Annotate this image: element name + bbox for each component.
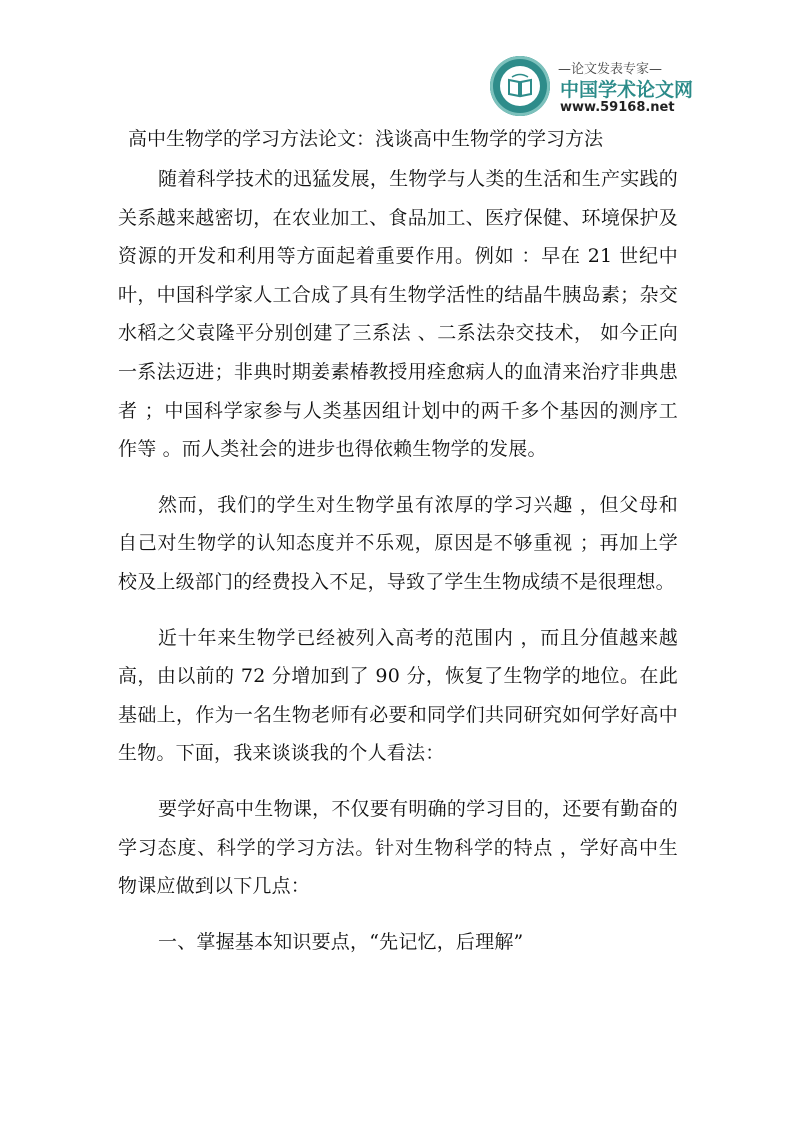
document-title: 高中生物学的学习方法论文：浅谈高中生物学的学习方法 xyxy=(128,128,604,150)
paragraph: 要学好高中生物课，不仅要有明确的学习目的，还要有勤奋的学习态度、科学的学习方法。针对生物科学的特点 ，学好高中生物课应做到以下几点： xyxy=(118,797,678,898)
book-icon xyxy=(490,56,550,116)
logo-seal xyxy=(490,56,550,116)
paragraph: 近十年来生物学已经被列入高考的范围内 ，而且分值越来越高，由以前的 72 分增加到了 90 分，恢复了生物学的地位。在此基础上，作为一名生物老师有必要和同学们共同研究如何学好高中生物。下面，我来谈谈我的个人看法： xyxy=(118,626,678,765)
section-heading: 一、掌握基本知识要点，“先记忆，后理解” xyxy=(158,930,524,953)
paragraph: 随着科学技术的迅猛发展，生物学与人类的生活和生产实践的关系越来越密切，在农业加工、食品加工、医疗保健、环境保护及资源的开发和利用等方面起着重要作用。例如 ：早在 21 世纪中叶，中国科学家人工合成了具有生物学活性的结晶牛胰岛素；杂交水稻之父袁隆平分别创建了三系法 、二系法杂交技术， 如今正向一系法迈进；非典时期姜素椿教授用痊愈病人的血清来治疗非典患者 ；中国科学家参与人类基因组计划中的两千多个基因的测序工作等 。而人类社会的进步也得依赖生物学的发展。 xyxy=(118,168,678,461)
paragraph: 然而，我们的学生对生物学虽有浓厚的学习兴趣 ，但父母和自己对生物学的认知态度并不乐观，原因是不够重视 ；再加上学校及上级部门的经费投入不足，导致了学生生物成绩不是很理想。 xyxy=(118,493,678,593)
logo-url: www.59168.net xyxy=(560,100,675,115)
document-body xyxy=(118,160,678,978)
logo-name: 中国学术论文网 xyxy=(560,79,694,101)
logo-tagline: —论文发表专家— xyxy=(558,62,663,77)
site-logo xyxy=(490,50,694,116)
